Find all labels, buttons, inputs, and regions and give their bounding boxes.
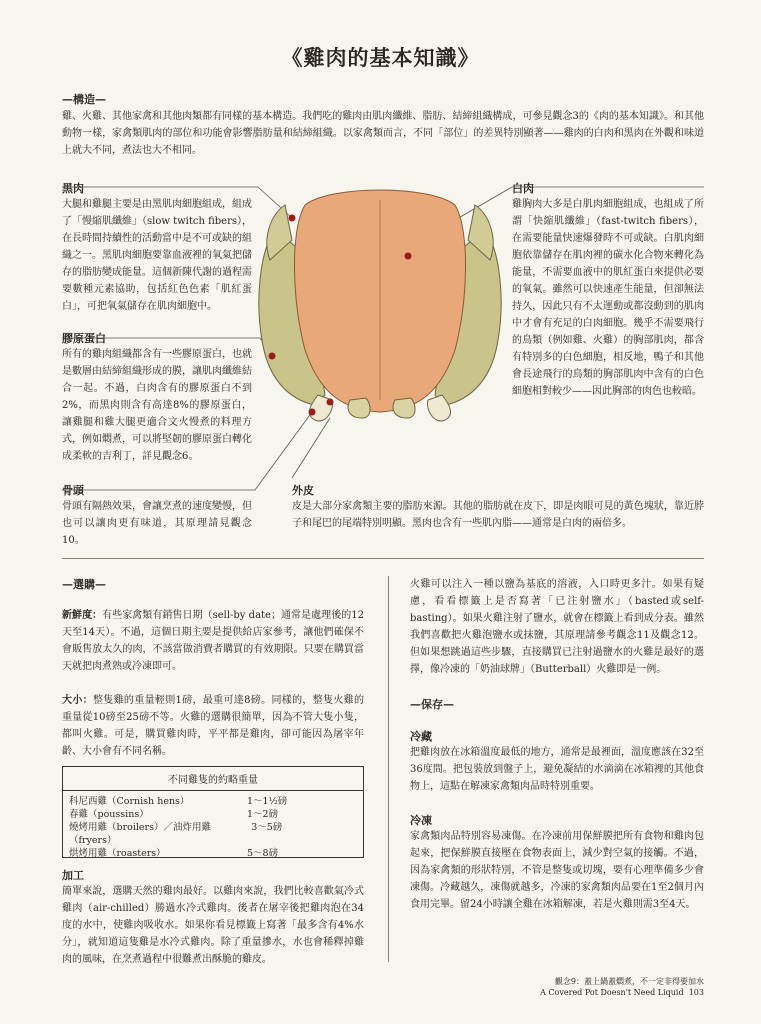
collagen-marker (269, 353, 276, 360)
skin-text: 皮是大部分家禽類主要的脂肪來源。其他的脂肪就在皮下，即是肉眼可見的黃色塊狀，靠近脖子和尾巴的尾端特別明顯。黑肉也含有一些肌內脂——通常是白肉的兩倍多。 (292, 501, 704, 529)
buying-heading: —選購— (62, 578, 106, 591)
footer-english: A Covered Pot Doesn't Need Liquid (540, 988, 684, 997)
bone-label: 骨頭 (62, 484, 84, 497)
table-row (69, 821, 357, 847)
dark-meat-text: 大腿和雞腿主要是由黑肌肉細胞組成，組成了「慢縮肌纖維」（slow twitch fibers），在長時間持續性的活動當中是不可或缺的組織之一。黑肌肉細胞要靠血液裡的氧氣把儲存的脂肪變成能量。這個新陳代謝的過程需要數種元素協助，包括紅色色素「肌紅蛋白」，可把氧氣儲存在肌肉細胞中。 (62, 199, 253, 312)
processing-label: 加工 (62, 869, 84, 882)
column-divider (388, 576, 389, 962)
freeze-label: 冷凍 (410, 814, 432, 827)
white-meat-text: 雞胸肉大多是白肌肉細胞組成，也組成了所謂「快縮肌纖維」（fast-twitch fibers），在需要能量快速爆發時不可或缺。白肌肉細胞依靠儲存在肌肉裡的碳水化合物來轉化為能量，不需要血液中的肌紅蛋白來提供必要的氧氣。雖然可以快速產生能量，但卻無法持久，因此只有不太運動或都沒動到的肌肉中才會有充足的白肉細胞。幾乎不需要飛行的鳥類（例如雞、火雞）的胸部肌肉，都含有特別多的白色細胞，相反地，鴨子和其他會長途飛行的鳥類的胸部肌肉中含有的白色細胞相對較少——因此胸部的肉色也較暗。 (512, 199, 704, 397)
turkey-text: 火雞可以注入一種以鹽為基底的溶液，入口時更多汁。如果有疑慮，看看標籤上是否寫著「已注射鹽水」（basted或self-basting）。如果火雞注射了鹽水，就會在標籤上看到成分表。雖然我們喜歡把火雞泡鹽水或抹鹽，其原理請參考觀念11及觀念12。但如果想跳過這些步驟，直接購買已注射過鹽水的火雞是最好的選擇，像冷凍的「奶油球牌」（Butterball）火雞即是一例。 (410, 579, 704, 675)
size-paragraph (62, 692, 364, 760)
bone-leader (62, 412, 312, 490)
freshness-label: 新鮮度： (62, 610, 103, 621)
weight-table-title: 不同雞隻的約略重量 (63, 767, 363, 791)
row-name: 燒烤用雞（broilers）／油炸用雞（fryers） (69, 822, 211, 846)
weight-table (62, 766, 364, 858)
bone-marker (309, 409, 316, 416)
collagen-text: 所有的雞肉組織都含有一些膠原蛋白，也就是數層由結締組織形成的膜，讓肌肉纖維結合一起。不過，白肉含有的膠原蛋白不到2%，而黑肉則含有高達8%的膠原蛋白，讓雞腿和雞大腿更適合文火慢煮的料理方式，例如燜煮，可以將堅韌的膠原蛋白轉化成柔軟的吉利丁，詳見觀念6。 (62, 349, 252, 462)
table-row (69, 808, 357, 821)
dark-meat-leader (62, 187, 292, 218)
bone-text: 骨頭有隔熱效果，會讓烹煮的速度變慢，但也可以讓肉更有味道，其原理請見觀念10。 (62, 501, 252, 546)
size-text: 整隻雞的重量輕則1磅，最重可達8磅。同樣的，整隻火雞的重量從10磅至25磅不等。火雞的選購很簡單，因為不管大隻小隻，都叫火雞。可是，購買雞肉時，平平都是雞肉，卻可能因為屠宰年齡、大小會有不同名稱。 (62, 695, 365, 757)
freshness-paragraph (62, 607, 364, 675)
page-title: 《雞肉的基本知識》 (281, 45, 480, 70)
footer-chapter: 觀念9：蓋上鍋蓋燜煮，不一定非得要加水 (554, 977, 704, 986)
row-weight: 3〜5磅 (251, 822, 283, 833)
row-weight: 1〜2磅 (247, 809, 279, 820)
row-weight: 5〜8磅 (247, 848, 279, 859)
skin-label: 外皮 (292, 484, 314, 497)
table-row (69, 847, 357, 860)
fridge-text: 把雞肉放在冰箱溫度最低的地方，通常是最裡面，溫度應該在32至36度間。把包裝放到盤子上，避免凝結的水滴滴在冰箱裡的其他食物上，這點在解凍家禽類肉品時特別重要。 (410, 747, 704, 792)
size-label: 大小： (62, 695, 93, 706)
row-name: 烘烤用雞（roasters） (69, 848, 166, 859)
dark-meat-marker (289, 215, 296, 222)
structure-text: 雞、火雞、其他家禽和其他肉類都有同樣的基本構造。我們吃的雞肉由肌肉纖維、脂肪、結締組織構成，可參見觀念3的《肉的基本知識》。和其他動物一樣，家禽類肌肉的部位和功能會影響脂肪量和結締組織。以家禽類而言，不同「部位」的差異特別顯著——雞肉的白肉和黑肉在外觀和味道上就大不同，煮法也大不相同。 (62, 111, 704, 156)
skin-marker (327, 399, 334, 406)
collagen-label: 膠原蛋白 (62, 332, 106, 345)
row-weight: 1〜1½磅 (247, 796, 288, 807)
storage-heading: —保存— (410, 698, 454, 711)
white-meat-leader (455, 187, 704, 220)
table-row (69, 795, 357, 808)
processing-text: 簡單來說，選購天然的雞肉最好。以雞肉來說，我們比較喜歡氣冷式雞肉（air-chilled）勝過水冷式雞肉。後者在屠宰後把雞肉泡在34度的水中，使雞肉吸收水。如果你看見標籤上寫著「最多含有4%水分」，就知道這隻雞是水冷式雞肉。除了重量摻水，水也會稀釋掉雞肉的風味，在烹煮過程中很難煮出酥脆的雞皮。 (62, 886, 364, 965)
tail (348, 398, 370, 418)
white-meat-label: 白肉 (512, 182, 534, 195)
collagen-leader (62, 338, 272, 355)
skin-leader (292, 418, 330, 478)
dark-meat-label: 黑肉 (62, 182, 84, 195)
freshness-text: 有些家禽類有銷售日期（sell-by date；通常是處理後的12天至14天）。不過，這個日期主要是提供給店家參考，讓他們確保不會販售放太久的肉，不該當做消費者購買的有效期限。只要在購買當天就把肉煮熟或冷凍即可。 (62, 610, 364, 672)
tail-right (393, 398, 415, 418)
section-divider (62, 558, 704, 559)
row-name: 春雞（poussins） (69, 809, 149, 820)
freeze-text: 家禽類肉品特別容易凍傷。在冷凍前用保鮮膜把所有食物和雞肉包起來，把保鮮膜直接壓在食物表面上，減少對空氣的接觸。不過，因為家禽類的形狀特別，不管是整隻或切塊，要有心理準備多少會凍傷。冷藏越久，凍傷就越多，冷凍的家禽類肉品要在1至2個月內食用完畢。留24小時讓全雞在冰箱解凍，若是火雞則需3至4天。 (410, 831, 704, 910)
page-number: 103 (688, 988, 704, 997)
fridge-label: 冷藏 (410, 730, 432, 743)
page-footer (420, 976, 704, 998)
white-meat-marker (405, 253, 412, 260)
structure-heading: —構造— (62, 93, 106, 106)
row-name: 科尼西雞（Cornish hens） (69, 796, 190, 807)
